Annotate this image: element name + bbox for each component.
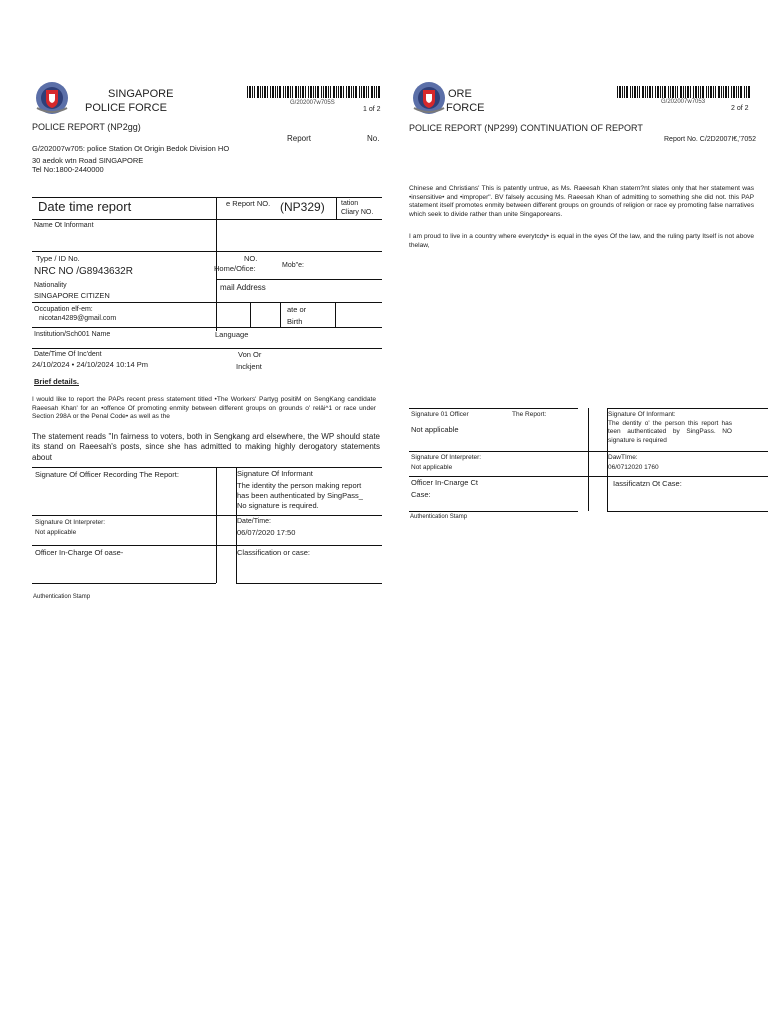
authentication-stamp: Authentication Stamp <box>33 594 91 600</box>
classification-label: Iassificatzn Ot Case: <box>613 479 682 488</box>
np-code: (NP329) <box>280 200 325 214</box>
org-line2: POLICE FORCE <box>85 102 167 114</box>
sig-informant-text: The dentity o' the person this report has teen authenticated by SingPass. NO signature is required <box>608 420 732 444</box>
continuation-paragraph-1: Chinese and Christians' This is patently untrue, as Ms. Raeesah Khan statern?nt slates only that her statement was •insensitive• and •improper". BV falsely accusing Ms. Raeesah Khan of admitting to something she did not. this PAP statement itself promotes enmity between different groups on grounds of religion or race ey promoting false narratives which seek to divide rather than unite Singaporeans. <box>409 185 754 218</box>
officer-incharge-label-line1: Officer In-Cnarge Ct <box>411 478 478 487</box>
date-time-label: Date/Time: <box>237 518 271 525</box>
police-crest-icon <box>410 80 448 116</box>
email-label: mail Address <box>220 283 266 292</box>
diary-no-label: Cliary NO. <box>341 209 374 216</box>
report-no-line: Report No. C/2D2007I€,'7052 <box>664 136 757 143</box>
sig-interpreter-label: Signature Ot Interpreter: <box>35 519 106 526</box>
barcode-text: G/202007w7053 <box>661 99 706 105</box>
institution-label: Institution/Sch001 Name <box>34 331 111 338</box>
tel-line: Tel No:1800-2440000 <box>32 165 104 174</box>
nationality-value: SINGAPORE CITIZEN <box>34 291 110 300</box>
sig-officer-label: Signature Of Officer Recording The Report: <box>35 470 179 479</box>
sig-officer-label: Signature 01 Officer <box>411 411 469 418</box>
sig-interpreter-value: Not applicable <box>35 529 77 536</box>
statement-text: The statement reads "In fairness to voters, both in Sengkang ard elsewhere, the WP should state its stand on Raeesah's posts, since she has admitted to making highly derogatory statements about <box>32 432 380 462</box>
occupation-value: nicotan4289@gmail.com <box>39 315 117 322</box>
officer-incharge-label: Officer In-Charge Of oase- <box>35 548 124 557</box>
police-crest-icon <box>33 80 71 116</box>
location-label-line1: Von Or <box>238 350 262 359</box>
date-time-value: 06/07/2020 17:50 <box>237 528 296 537</box>
occupation-label: Occupation elf-em: <box>34 306 93 313</box>
the-report-label: The Report: <box>512 411 547 418</box>
report-title: POLICE REPORT (NP299) CONTINUATION OF REPORT <box>409 123 643 133</box>
nationality-label: Nationality <box>34 282 67 289</box>
continuation-paragraph-2: I am proud to live in a country where everytcdy• is equal in the eyes Of the law, and the ruling party Itself is not above thelaw, <box>409 233 754 249</box>
sig-officer-value: Not applicable <box>411 425 459 434</box>
report-no-label: No. <box>367 134 380 143</box>
brief-details-text: I would like to report the PAPs recent press statement titled •The Workers' Partyg positiM on SengKang candidate Raeesah Khan' for an •offence Of promoting enmity between different groups on grounds o' relâi^1 or race under Section 298A or the Penal Code• as well as the <box>32 396 376 421</box>
dob-label-line1: ate or <box>287 305 307 314</box>
incident-label: Date/Time Of Inc'dent <box>34 351 102 358</box>
station-label: tation <box>341 200 359 207</box>
date-time-report-label: Date time report <box>38 199 132 214</box>
authentication-stamp: Authentication Stamp <box>410 514 468 520</box>
org-line1: ORE <box>448 88 472 100</box>
dob-label-line2: Birth <box>287 317 303 326</box>
home-office-label: Home/Ofice: <box>214 264 256 273</box>
e-report-no-label: e Report NO. <box>226 199 271 208</box>
report-label: Report <box>287 134 312 143</box>
barcode-icon <box>247 86 381 100</box>
barcode-icon <box>617 86 751 100</box>
date-time-value: 06/0712020 1760 <box>608 464 659 471</box>
no-label: NO. <box>244 254 258 263</box>
sig-interpreter-value: Not applicable <box>411 464 453 471</box>
barcode-text: G/202007w705S <box>290 100 335 106</box>
date-time-label: DawTIme: <box>608 454 638 461</box>
report-title: POLICE REPORT (NP2gg) <box>32 122 141 132</box>
sig-informant-text: The identity the person making report has been authenticated by SingPass_ No signature is required. <box>237 481 363 510</box>
org-line1: SINGAPORE <box>108 88 174 100</box>
sig-informant-label: Signature Of Informant: <box>608 411 676 418</box>
classification-label: Classification or case: <box>237 548 310 557</box>
station-line: G/202007w705: police Station Ot Origin Bedok Division HO <box>32 144 230 153</box>
location-label-line2: Inckjent <box>236 362 262 371</box>
mobile-label: Mob"e: <box>282 262 304 269</box>
nrc-value: NRC NO /G8943632R <box>34 266 133 277</box>
brief-details-label: Brief details. <box>34 377 80 386</box>
officer-incharge-label-line2: Case: <box>411 490 431 499</box>
page-number: 1 of 2 <box>363 106 381 113</box>
sig-informant-label: Signature Of Informant <box>237 469 313 478</box>
incident-value: 24/10/2024 • 24/10/2024 10:14 Pm <box>32 360 149 369</box>
type-id-label: Type / ID No. <box>36 254 80 263</box>
org-line2: FORCE <box>446 102 485 114</box>
address-line: 30 aedok wtn Road SINGAPORE <box>32 156 144 165</box>
page-number: 2 of 2 <box>731 105 749 112</box>
language-label: Language <box>215 330 249 339</box>
name-of-informant-label: Name Ot Informant <box>34 222 94 229</box>
sig-interpreter-label: Signature Of Interpreter: <box>411 454 482 461</box>
